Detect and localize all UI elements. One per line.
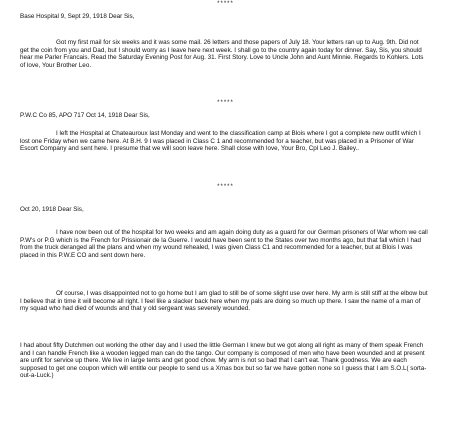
letter-3-paragraph-1: I have now been out of the hospital for two weeks and am again doing duty as a guard for our German prisoners of War whom we call P.W's or P.G which is the French for Prissionair de la Guerre. I would have been sent to the States over two months ago, but that fall which I had from the truck deranged all the plans and when my wound rehealed, I was given Class C1 and recommended for a teacher, but at Blois I was placed in this P.W.E CO and sent down here. — [20, 229, 428, 259]
separator-1: ***** — [217, 100, 234, 106]
letter-1-heading: Base Hospital 9, Sept 29, 1918 Dear Sis, — [20, 13, 135, 20]
separator-2: ***** — [217, 184, 234, 190]
letter-2-paragraph-1: I left the Hospital at Chateauroux last Monday and went to the classification camp at Blois where I got a complete new outfit which I lost one Friday when we came here. At B.H. 9 I was placed in Class C 1 and recommended for a teacher, but was placed in a Prisoner of War Escort Company and sent here. I presume that we will soon leave here. Shall close with love, Your Bro, Cpl Leo J. Bailey.. — [20, 130, 421, 153]
letter-3-paragraph-3: I had about fifty Dutchmen out working the other day and I used the little German I knew but we got along all right as many of them speak French and I can handle French like a wooden legged man can do the tango. Our company is composed of men who have been wounded and at present are unfit for service up there. We live in large tents and get good chow. My arm is not so bad that I can't eat. Thank goodness. We are each supposed to get one coupon which will entitle our people to send us a Xmas box but so far we have gotten none so I guess that I am S.O.L( sorta-out-a-Luck.) — [20, 342, 427, 380]
letter-3-paragraph-2: Of course, I was disappointed not to go home but I am glad to still be of some slight use over here. My arm is still stiff at the elbow but I believe that in time it will become all right. I feel like a slacker back here when my pals are doing so much up there. I saw the name of a man of my squad who had died of wounds and that y old sergeant was severely wounded. — [20, 290, 428, 313]
letter-1-paragraph-1: Got my first mail for six weeks and it was some mail. 26 letters and those papers of July 18. Your letters ran up to Aug. 9th. Did not get the coin from you and Dad, but I should worry as I leave here next week. I shall go to the country again today for dinner. Say, Sis, you should hear me Parler Francais. Read the Saturday Evening Post for Aug. 31. First Story. Love to Uncle John and Aunt Minnie. Regards to Kohlers. Lots of love, Your Brother Leo. — [20, 39, 424, 69]
letter-2-heading: P.W.C Co 85, APO 717 Oct 14, 1918 Dear Sis, — [20, 112, 150, 119]
separator-top: ***** — [217, 1, 234, 7]
letter-3-heading: Oct 20, 1918 Dear Sis, — [20, 206, 84, 213]
